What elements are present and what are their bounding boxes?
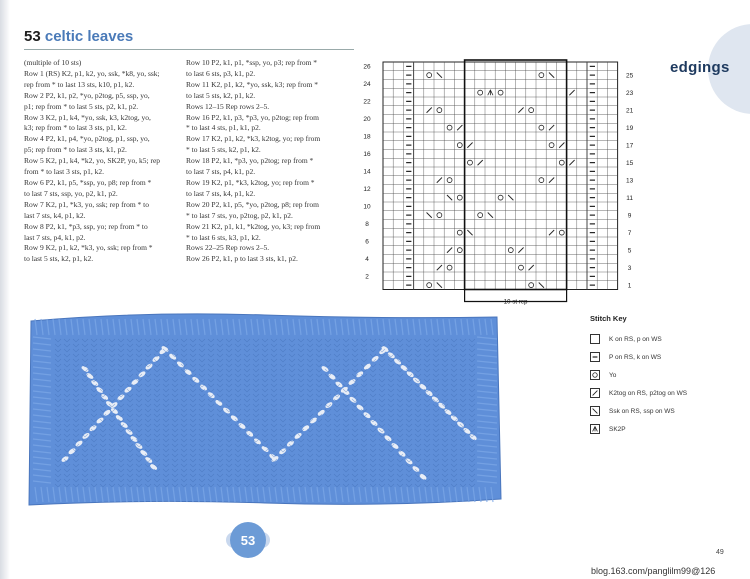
instruction-line: Row 21 K2, p1, k1, *k2tog, yo, k3; rep from [186, 221, 321, 231]
chart-row-label-left: 14 [363, 168, 371, 176]
stitch-key-label: SK2P [609, 425, 626, 433]
instruction-line: to last 7 sts, ssp, yo, p2, k1, p2. [24, 188, 118, 198]
yo-circle [593, 373, 597, 377]
instruction-line: Rows 12–15 Rep rows 2–5. [186, 101, 270, 111]
instruction-line: last 7 sts, p4, k1, p2. [24, 232, 86, 242]
instruction-line: to last 7 sts, k4, p1, k2. [186, 188, 256, 198]
stitch-key-label: P on RS, k on WS [609, 353, 662, 361]
instruction-line: Row 4 P2, k1, p4, *yo, p2tog, p1, ssp, yo, [24, 134, 150, 144]
stitch-key [590, 314, 740, 438]
instruction-line: to last 7 sts, p4, k1, p2. [186, 167, 256, 177]
instruction-line: to last 5 sts, k2, p1, k2. [186, 90, 256, 100]
instruction-line: * to last 6 sts, k3, p1, k2. [186, 232, 261, 242]
instruction-line: (multiple of 10 sts) [24, 58, 82, 67]
stitch-key-row [590, 366, 740, 384]
stitch-symbol-circle-icon [590, 370, 600, 380]
title-rule [24, 49, 354, 50]
chart-row-label-left: 16 [363, 151, 371, 159]
instruction-line: * to last 5 sts, k2, p1, k2. [186, 145, 261, 155]
section-tab [650, 55, 750, 81]
instruction-line: Row 19 K2, p1, *k3, k2tog, yo; rep from * [186, 177, 315, 187]
instructions-column-1 [24, 58, 176, 265]
page-binding-shadow [0, 0, 10, 579]
knitted-swatch-photo [25, 309, 503, 510]
folio-number: 49 [716, 549, 724, 556]
chart-row-label-right: 5 [627, 247, 632, 255]
instruction-line: Row 11 K2, p1, k2, *yo, ssk, k3; rep from * [186, 79, 319, 89]
chart-row-label-right: 3 [627, 264, 632, 272]
chart-row-label-right: 15 [625, 159, 634, 167]
chart-row-label-left: 8 [365, 221, 369, 229]
instruction-line: Row 20 P2, k1, p5, *yo, p2tog, p8; rep from [186, 199, 319, 209]
instruction-line: * to last 4 sts, p1, k1, p2. [186, 123, 261, 133]
chart-grid [383, 62, 618, 290]
stitch-key-row [590, 384, 740, 402]
stitch-key-row [590, 420, 740, 438]
stitch-key-label: K on RS, p on WS [609, 335, 662, 343]
instruction-line: Row 3 K2, p1, k4, *yo, ssk, k3, k2tog, yo, [24, 112, 151, 122]
instruction-line: Row 8 P2, k1, *p3, ssp, yo; rep from * to [24, 221, 148, 231]
instruction-line: Row 16 P2, k1, p3, *p3, yo, p2tog; rep from [186, 112, 319, 122]
stitch-symbol-blank-icon [590, 334, 600, 344]
stitch-key-row [590, 348, 740, 366]
chart-row-label-left: 10 [363, 203, 371, 211]
chart-row-label-left: 6 [365, 238, 369, 246]
chart-row-label-right: 11 [626, 194, 633, 202]
instruction-line: Row 5 K2, p1, k4, *k2, yo, SK2P, yo, k5; rep [24, 156, 161, 166]
instruction-line: Row 10 P2, k1, p1, *ssp, yo, p3; rep from * [186, 58, 318, 67]
instruction-line: p1; rep from * to last 5 sts, p2, k1, p2. [24, 101, 139, 111]
instruction-line: p5; rep from * to last 3 sts, k1, p2. [24, 145, 127, 155]
instruction-line: Rows 22–25 Rep rows 2–5. [186, 243, 270, 253]
stitch-symbol-backslash-icon [590, 406, 600, 416]
chart-row-label-left: 12 [363, 186, 371, 194]
instruction-line: Row 18 P2, k1, *p3, yo, p2tog; rep from * [186, 156, 314, 166]
chart-row-label-left: 20 [363, 116, 371, 124]
instruction-line: rep from * to last 13 sts, k10, p1, k2. [24, 79, 135, 89]
pattern-name: celtic leaves [44, 28, 134, 45]
ssk-backslash [593, 409, 598, 414]
instruction-line: last 7 sts, k4, p1, k2. [24, 210, 86, 220]
stitch-key-title: Stitch Key [590, 314, 627, 323]
chart-row-label-right: 19 [625, 124, 634, 132]
section-tab-label: edgings [670, 59, 730, 76]
chart-row-label-left: 4 [365, 256, 369, 264]
pattern-number: 53 [24, 28, 41, 45]
instruction-line: Row 7 K2, p1, *k3, yo, ssk; rep from * to [24, 199, 149, 209]
instruction-line: Row 17 K2, p1, k2, *k3, k2tog, yo; rep from [186, 134, 321, 144]
chart-row-label-left: 18 [363, 133, 371, 141]
instruction-line: to last 5 sts, k2, p1, k2. [24, 254, 94, 264]
chart-row-label-left: 2 [365, 273, 369, 281]
sk2p-symbol [593, 427, 598, 432]
stitch-symbol-dash-icon [590, 352, 600, 362]
instruction-line: Row 26 P2, k1, p to last 3 sts, k1, p2. [186, 254, 298, 264]
chart-row-label-right: 7 [627, 229, 632, 237]
instruction-line: k3; rep from * to last 3 sts, p1, k2. [24, 123, 127, 133]
instruction-line: Row 2 P2, k1, p2, *yo, p2tog, p5, ssp, yo, [24, 90, 150, 100]
chart-row-label-right: 13 [625, 177, 634, 185]
instruction-line: * to last 7 sts, yo, p2tog, p2, k1, p2. [186, 210, 293, 220]
stitch-key-row [590, 402, 740, 420]
knitting-chart [355, 56, 645, 312]
chart-row-label-left: 24 [363, 81, 371, 89]
page-number-badge: 53 [230, 522, 266, 558]
instructions-column-2 [186, 58, 352, 265]
chart-row-label-right: 21 [625, 107, 634, 115]
stitch-key-row [590, 330, 740, 348]
chart-row-label-right: 23 [625, 89, 634, 97]
stitch-symbol-sk2p-icon [590, 424, 600, 434]
instruction-line: from * to last 3 sts, p1, k2. [24, 167, 104, 177]
instruction-line: Row 6 P2, k1, p5, *ssp, yo, p8; rep from * [24, 177, 152, 187]
chart-row-label-left: 22 [363, 98, 371, 106]
instruction-line: Row 9 K2, p1, k2, *k3, yo, ssk; rep from * [24, 243, 153, 253]
chart-row-label-right: 17 [625, 142, 634, 150]
pattern-title [24, 28, 133, 45]
stitch-key-label: K2tog on RS, p2tog on WS [609, 389, 688, 397]
swatch-body [29, 314, 501, 505]
stitch-key-label: Yo [609, 371, 617, 379]
k2tog-slash [593, 391, 598, 396]
instruction-line: Row 1 (RS) K2, p1, k2, yo, ssk, *k8, yo, ssk; [24, 68, 160, 78]
chart-row-label-left: 26 [363, 63, 371, 71]
watermark-text: blog.163.com/panglilm99@126 [591, 566, 716, 576]
instruction-line: to last 6 sts, p3, k1, p2. [186, 68, 256, 78]
chart-row-label-right: 1 [627, 282, 632, 290]
stitch-key-label: Ssk on RS, ssp on WS [609, 407, 675, 415]
stitch-symbol-slash-icon [590, 388, 600, 398]
repeat-label: 10-st rep [503, 299, 528, 306]
chart-row-label-right: 25 [625, 72, 634, 80]
chart-row-label-right: 9 [627, 212, 632, 220]
